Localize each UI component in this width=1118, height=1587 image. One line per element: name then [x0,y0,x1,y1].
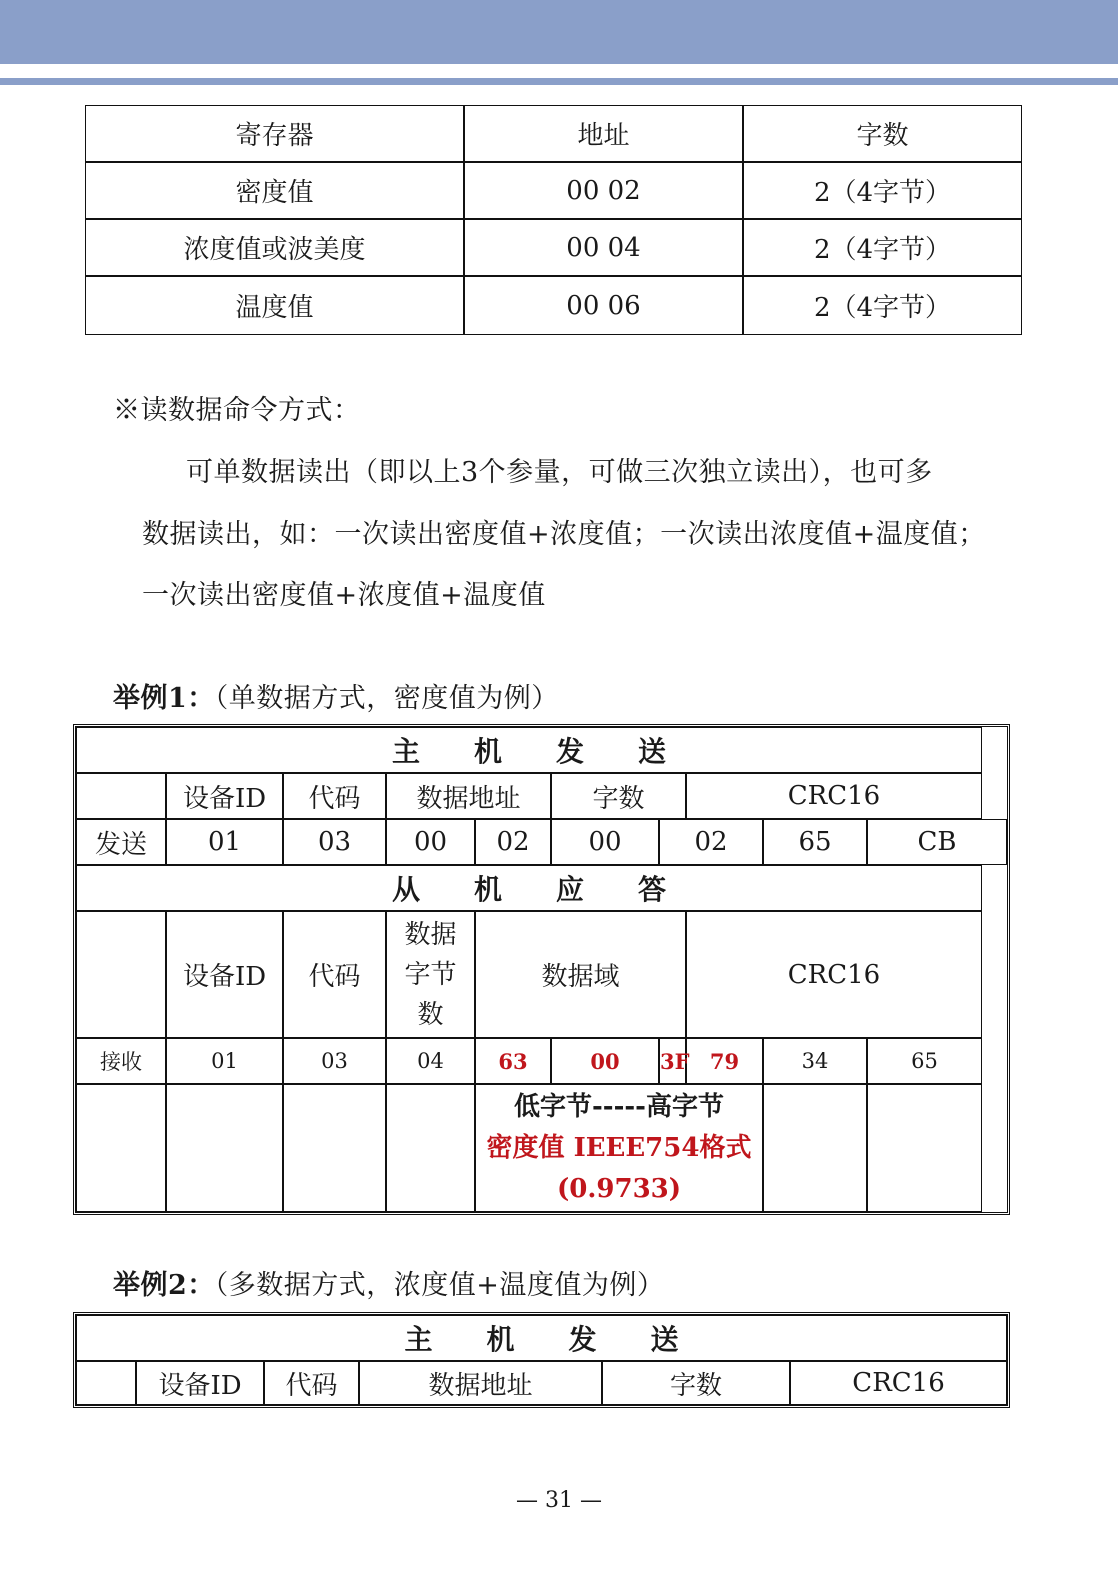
data-byte-cell: 3F [659,1038,686,1084]
table-row [86,220,1021,277]
table-cell: 浓度值或波美度 [86,220,465,277]
header-band [0,0,1118,64]
table-cell: 00 06 [465,277,744,334]
paragraph-line: 数据读出，如：一次读出密度值+浓度值；一次读出浓度值+温度值； [142,519,986,550]
header-char: 送 [650,1323,679,1356]
byte-order-note: 低字节-----高字节 [514,1091,724,1122]
table-cell: 03 [283,1038,386,1084]
table-cell: 02 [475,819,551,865]
table-cell: 2（4字节） [813,293,952,323]
table-cell: 65 [867,1038,982,1084]
example2-label: 举例2： [113,1270,215,1301]
column-header: CRC16 [686,773,982,819]
table-cell: 密度值 [86,163,465,220]
host-send-row [76,727,1007,773]
host-send-row [76,1315,1007,1361]
table-cell: 00 04 [465,220,744,277]
reply-header-row [76,911,1007,1038]
empty-cell [283,1084,386,1212]
table-cell: CB [867,819,1007,865]
example2-description: （多数据方式，浓度值+温度值为例） [214,1270,665,1301]
empty-cell [76,1361,136,1405]
header-char: 发 [568,1323,597,1356]
example2-table [73,1312,1010,1408]
slave-reply-header [76,865,982,911]
table-cell: 00 02 [465,163,744,220]
table-cell: 00 [551,819,659,865]
value-note: (0.9733) [556,1173,682,1204]
send-header-row [76,773,1007,819]
data-byte-cell: 63 [475,1038,551,1084]
column-header: 字数 [602,1361,790,1405]
data-byte-cell: 00 [551,1038,659,1084]
example1-description: （单数据方式，密度值为例） [214,683,559,714]
table-cell: 65 [763,819,867,865]
host-send-header [76,727,982,773]
empty-cell [76,1084,166,1212]
note-row [76,1084,1007,1212]
column-header: 设备ID [166,911,283,1038]
column-header: 代码 [264,1361,359,1405]
slave-reply-row [76,865,1007,911]
paragraph-line: 可单数据读出（即以上3个参量，可做三次独立读出），也可多 [186,457,933,488]
header-char: 应 [556,873,585,906]
table-row [86,277,1021,334]
data-field-note [475,1084,763,1212]
row-label: 发送 [76,819,166,865]
send-header-row [76,1361,1007,1405]
table-cell: 34 [763,1038,867,1084]
table-cell: 2（4字节） [744,220,1021,277]
header-char: 机 [474,873,503,906]
header-char: 发 [556,735,585,768]
column-header: 数据地址 [386,773,551,819]
read-command-title: ※读数据命令方式： [113,395,361,426]
table-cell: 01 [166,819,283,865]
table-cell: 温度值 [86,277,465,334]
column-header: CRC16 [686,911,982,1038]
register-table [85,105,1022,335]
table-cell: 03 [283,819,386,865]
example1-table [73,724,1010,1215]
table-header-row [86,106,1021,163]
header-char: 主 [404,1323,433,1356]
empty-cell [76,911,166,1038]
empty-cell [166,1084,283,1212]
column-header: 代码 [283,911,386,1038]
header-line: 字节 [404,959,457,990]
example2-heading [113,1263,664,1302]
table-cell: 02 [659,819,763,865]
column-header: 数据域 [475,911,686,1038]
column-header: 设备ID [166,773,283,819]
paragraph-line: 一次读出密度值+浓度值+温度值 [142,580,546,611]
header-char: 送 [638,735,667,768]
header-line: 数据 [404,919,457,950]
empty-cell [763,1084,867,1212]
format-note: 密度值 IEEE754格式 [486,1132,752,1163]
table-row [86,163,1021,220]
send-data-row [76,819,1007,865]
column-header: 地址 [465,106,744,163]
column-header: 数据地址 [359,1361,602,1405]
header-char: 答 [638,873,667,906]
column-header: 代码 [283,773,386,819]
row-label: 接收 [76,1038,166,1084]
column-header-byte-count [386,911,475,1038]
column-header: 字数 [551,773,686,819]
example1-heading [113,676,559,715]
table-cell: 04 [386,1038,475,1084]
empty-cell [386,1084,475,1212]
column-header: 字数 [744,106,1021,163]
table-cell: 2（4字节） [744,163,1021,220]
empty-cell [76,773,166,819]
header-char: 机 [486,1323,515,1356]
header-char: 从 [391,873,420,906]
page-number: — 31 — [516,1488,602,1513]
table-cell: 01 [166,1038,283,1084]
header-rule [0,78,1118,85]
column-header: 设备ID [136,1361,264,1405]
column-header: 寄存器 [86,106,465,163]
example1-label: 举例1： [113,683,215,714]
column-header: CRC16 [790,1361,1007,1405]
recv-data-row [76,1038,1007,1084]
table-cell: 00 [386,819,475,865]
header-char: 主 [391,735,420,768]
empty-cell [867,1084,982,1212]
host-send-header [76,1315,1007,1361]
data-byte-cell: 79 [686,1038,763,1084]
header-char: 机 [474,735,503,768]
header-line: 数 [417,999,444,1030]
